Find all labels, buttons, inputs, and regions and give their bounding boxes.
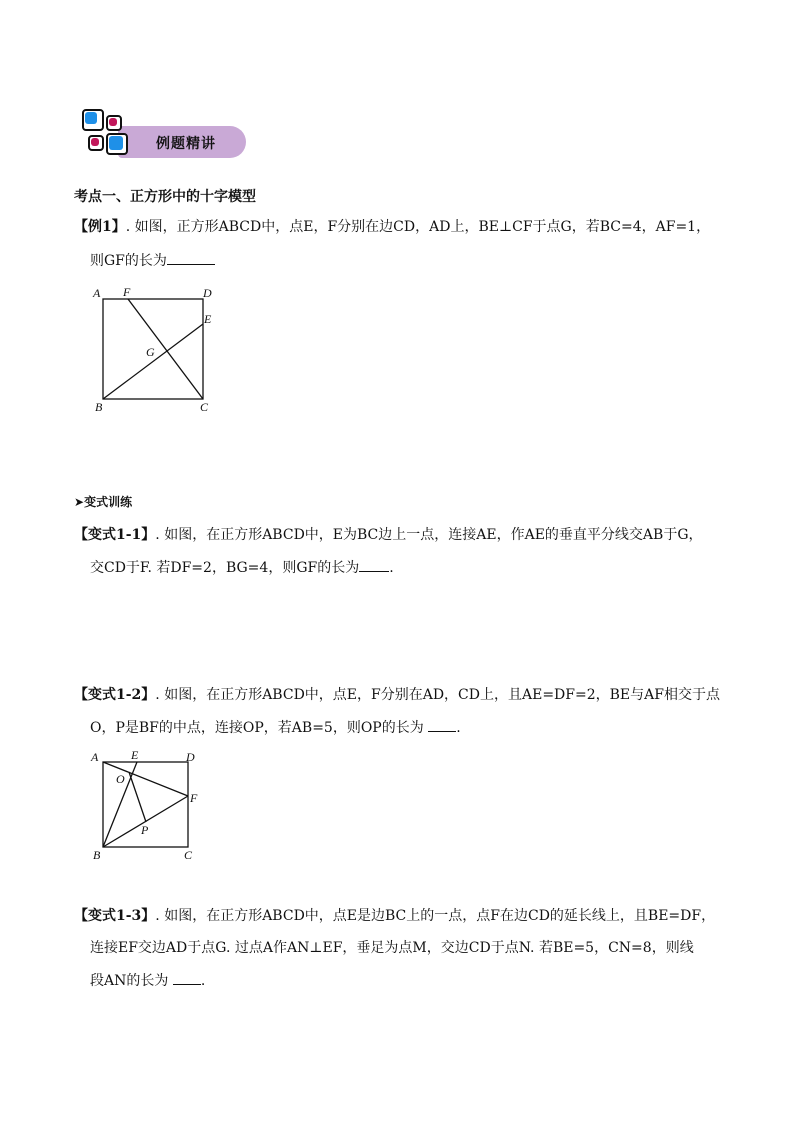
label-f: F <box>123 285 131 299</box>
label-f: F <box>190 791 198 805</box>
variant3-tag: 【变式1-3】 <box>74 908 156 924</box>
variant1-line1 <box>74 525 703 545</box>
example1-tag: 【例1】 <box>74 219 126 235</box>
practice-marker: ➤ <box>74 495 85 509</box>
label-b: B <box>95 400 103 414</box>
banner-title: 例题精讲 <box>156 136 216 152</box>
variant3-line2 <box>90 938 694 958</box>
variant2-text1: . 如图，在正方形ABCD中，点E，F分别在AD，CD上，且AE=DF=2，BE与AF相交于点 <box>155 687 720 703</box>
answer-blank <box>359 557 389 572</box>
variant2-text2: O，P是BF的中点，连接OP，若AB=5，则OP的长为 <box>90 720 424 736</box>
label-c: C <box>184 848 193 862</box>
label-g: G <box>146 345 155 359</box>
label-b: B <box>93 848 101 862</box>
answer-blank <box>428 717 456 732</box>
variant3-text2: 连接EF交边AD于点G. 过点A作AN⊥EF，垂足为点M，交边CD于点N. 若BE=5，CN=8，则线 <box>90 940 694 956</box>
label-a: A <box>91 750 99 764</box>
label-d: D <box>203 286 212 300</box>
answer-blank <box>167 250 215 265</box>
variant2-end: . <box>456 720 461 736</box>
segment-be <box>103 324 203 399</box>
section-banner <box>78 105 250 163</box>
variant3-text1: . 如图，在正方形ABCD中，点E是边BC上的一点，点F在边CD的延长线上，且BE=DF， <box>155 908 716 924</box>
section-title: 考点一、正方形中的十字模型 <box>74 189 256 205</box>
answer-blank <box>173 970 201 985</box>
example1-text1: . 如图，正方形ABCD中，点E，F分别在边CD，AD上，BE⊥CF于点G，若BC=4，AF=1， <box>125 219 711 235</box>
variant1-text1: . 如图，在正方形ABCD中，E为BC边上一点，连接AE，作AE的垂直平分线交AB于G， <box>155 527 703 543</box>
label-d: D <box>186 750 195 764</box>
practice-title: 变式训练 <box>84 495 133 509</box>
label-p: P <box>141 823 149 837</box>
example1-line2 <box>90 250 215 271</box>
variant1-end: . <box>389 560 394 576</box>
segment-cf <box>128 299 203 399</box>
variant3-text3: 段AN的长为 <box>90 973 169 989</box>
example1-text2: 则GF的长为 <box>90 253 167 269</box>
label-o: O <box>116 772 125 786</box>
banner-icon-blue-square-2 <box>109 136 123 150</box>
label-a: A <box>93 286 101 300</box>
variant2-tag: 【变式1-2】 <box>74 687 156 703</box>
example1-line1 <box>74 217 710 237</box>
variant2-line2 <box>90 717 461 738</box>
variant3-line1 <box>74 906 715 926</box>
variant2-figure <box>86 745 216 867</box>
variant3-end: . <box>200 973 206 989</box>
variant3-line3 <box>90 970 205 991</box>
label-e: E <box>204 312 212 326</box>
variant1-line2 <box>90 557 394 578</box>
banner-icon-blue-square <box>85 112 97 124</box>
label-e: E <box>131 748 139 762</box>
practice-heading <box>74 493 132 510</box>
variant2-line1 <box>74 685 720 705</box>
variant1-tag: 【变式1-1】 <box>74 527 156 543</box>
variant1-text2: 交CD于F. 若DF=2，BG=4，则GF的长为 <box>90 560 360 576</box>
label-c: C <box>200 400 209 414</box>
banner-icon-magenta-square <box>109 118 117 126</box>
banner-icon-magenta-square-2 <box>91 138 99 146</box>
example1-figure <box>88 282 228 417</box>
segment-op <box>129 772 146 822</box>
